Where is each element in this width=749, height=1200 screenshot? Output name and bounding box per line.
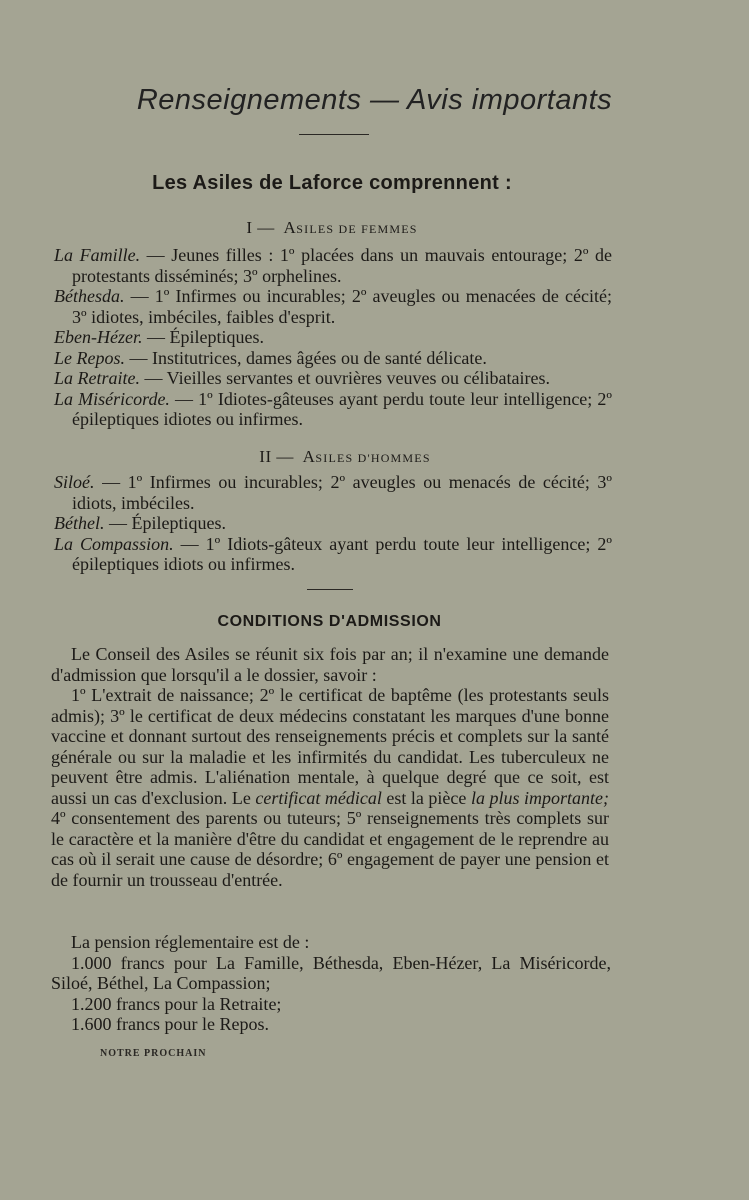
conditions-body (51, 644, 609, 890)
conditions-heading: CONDITIONS D'ADMISSION (217, 613, 442, 630)
men-asylum-list (54, 472, 612, 575)
asylum-description: — Institutrices, dames âgées ou de santé délicate. (125, 347, 487, 368)
section-heading-women (0, 218, 664, 238)
asylum-description: — 1º Idiots-gâteux ayant perdu toute leur intelligence; 2º épileptiques idiots ou infirmes. (72, 533, 612, 574)
pension-line: 1.200 francs pour la Retraite; (71, 993, 282, 1014)
asylum-name: La Miséricorde. (54, 388, 170, 409)
pension-section (51, 932, 611, 1035)
section-divider (307, 589, 353, 590)
para-text: est la pièce (381, 787, 471, 808)
emphasis-text: la plus importante; (470, 787, 609, 808)
asylum-name: La Famille. (54, 245, 141, 265)
list-item (54, 472, 612, 513)
list-item (54, 513, 612, 534)
list-item (54, 286, 612, 327)
asylum-name: Le Repos. (54, 347, 125, 368)
catchword: NOTRE PROCHAIN (100, 1048, 207, 1059)
section-heading-men (0, 447, 690, 467)
list-item (54, 368, 612, 389)
pension-intro: La pension réglementaire est de : (71, 932, 310, 952)
list-item (54, 348, 612, 369)
asylum-name: Siloé. (54, 472, 95, 492)
list-item (54, 389, 612, 430)
asylum-description: — Vieilles servantes et ouvrières veuves ou célibataires. (140, 368, 550, 388)
page-subtitle: Les Asiles de Laforce comprennent : (152, 172, 512, 194)
section-heading-cap: A (302, 447, 316, 466)
asylum-description: — Épileptiques. (142, 327, 264, 347)
list-item (54, 245, 612, 286)
para-text: 1º L'extrait de naissance; 2º le certificat de baptême (les protestants seuls admis); 3º le certificat de deux médecins constatant les marques d'une bonne vaccine et donnant surtout des renseignements précis et complets sur la santé générale ou sur la maladie et les infirmités du candidat. Les tuberculeux ne peuvent être admis. L'aliénation mentale, à quelque degré que ce soit, est aussi un cas d'exclusion. Le (51, 685, 609, 808)
emphasis-text: certificat médical (255, 787, 382, 808)
section-numeral: II — (259, 447, 294, 466)
section-heading-cap: A (283, 218, 297, 237)
women-asylum-list (54, 245, 612, 430)
asylum-name: Eben-Hézer. (54, 327, 143, 347)
page-title: Renseignements — Avis importants (136, 84, 613, 116)
section-heading-rest: SILES DE FEMMES (296, 222, 418, 236)
list-item (54, 327, 612, 348)
pension-line: 1.000 francs pour La Famille, Béthesda, Eben-Hézer, La Miséricorde, Siloé, Béthel, La Compassion; (51, 952, 611, 993)
para-text: 4º consentement des parents ou tuteurs; 5º renseignements très complets sur le caractère et la manière d'être du candidat et engagement de le reprendre au cas où il serait une cause de désordre; 6º engagement de payer une pension et de fournir un trousseau d'entrée. (51, 808, 609, 890)
list-item (54, 534, 612, 575)
section-numeral: I — (246, 218, 275, 237)
asylum-name: Béthel. (54, 513, 105, 533)
asylum-description: — 1º Infirmes ou incurables; 2º aveugles ou menacées de cécité; 3º idiotes, imbéciles, faibles d'esprit. (72, 286, 612, 327)
title-divider (299, 134, 369, 135)
asylum-name: La Retraite. (54, 368, 140, 388)
conditions-paragraph-1: Le Conseil des Asiles se réunit six fois par an; il n'examine une demande d'admission que lorsqu'il a le dossier, savoir : (51, 644, 609, 685)
asylum-name: Béthesda. (54, 286, 125, 306)
conditions-paragraph-2 (51, 685, 609, 890)
section-heading-rest: SILES D'HOMMES (315, 451, 431, 465)
asylum-description: — 1º Infirmes ou incurables; 2º aveugles ou menacés de cécité; 3º idiots, imbéciles. (72, 472, 612, 513)
asylum-description: — Jeunes filles : 1º placées dans un mauvais entourage; 2º de protestants disséminés; 3º orphelines. (72, 245, 612, 286)
asylum-description: — Épileptiques. (104, 513, 226, 533)
asylum-description: — 1º Idiotes-gâteuses ayant perdu toute leur intelligence; 2º épileptiques idiotes ou infirmes. (72, 388, 612, 429)
pension-line: 1.600 francs pour le Repos. (71, 1014, 269, 1034)
asylum-name: La Compassion. (54, 533, 174, 554)
